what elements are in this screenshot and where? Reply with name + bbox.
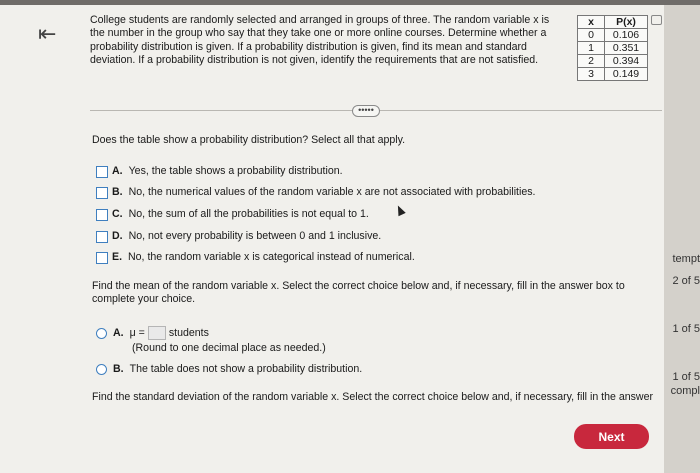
q2-option-a[interactable]	[96, 326, 209, 340]
q2-prompt: Find the mean of the random variable x. Select the correct choice below and, if necessary, fill in the answer box to complete your choice.	[92, 280, 625, 306]
q3-prompt: Find the standard deviation of the random variable x. Select the correct choice below and, if necessary, fill in the answer	[92, 391, 653, 403]
option-text: Yes, the table shows a probability distribution.	[128, 165, 343, 177]
probability-table	[577, 15, 648, 81]
table-row	[578, 42, 648, 55]
table-cell-x: 2	[578, 55, 605, 68]
mu-symbol: μ =	[129, 326, 145, 339]
table-cell-x: 0	[578, 29, 605, 42]
table-cell-x: 3	[578, 68, 605, 81]
back-icon[interactable]: ⇤	[38, 21, 57, 46]
mean-answer-box[interactable]	[148, 326, 166, 340]
q1-option-c[interactable]	[96, 208, 369, 221]
checkbox[interactable]	[96, 252, 108, 264]
q2-option-b[interactable]	[96, 363, 362, 376]
table-header-px: P(x)	[605, 16, 648, 29]
q1-option-b[interactable]	[96, 186, 536, 199]
option-letter: D.	[112, 230, 123, 242]
sidebar-score: 2 of 5	[672, 275, 700, 287]
expand-more-button[interactable]: •••••	[352, 105, 380, 117]
next-button[interactable]: Next	[574, 424, 649, 449]
round-note: (Round to one decimal place as needed.)	[132, 342, 326, 354]
option-text: The table does not show a probability distribution.	[129, 363, 363, 375]
q1-prompt: Does the table show a probability distribution? Select all that apply.	[92, 134, 406, 146]
sidebar-attempt: tempt	[672, 253, 700, 265]
option-letter: A.	[113, 326, 124, 339]
copy-icon[interactable]	[651, 15, 662, 25]
checkbox[interactable]	[96, 166, 108, 178]
option-text: No, not every probability is between 0 and 1 inclusive.	[128, 230, 382, 242]
option-letter: C.	[112, 208, 123, 220]
option-letter: E.	[112, 251, 123, 263]
option-text: No, the random variable x is categorical instead of numerical.	[128, 251, 415, 263]
table-header-row	[578, 16, 648, 29]
q1-option-d[interactable]	[96, 230, 381, 243]
option-letter: B.	[112, 186, 123, 198]
sidebar-score: 1 of 5	[672, 323, 700, 335]
table-cell-px: 0.106	[605, 29, 648, 42]
option-text: No, the numerical values of the random variable x are not associated with probabilities.	[128, 186, 536, 198]
table-cell-x: 1	[578, 42, 605, 55]
q1-option-a[interactable]	[96, 165, 343, 178]
right-sidebar	[664, 5, 700, 473]
table-row	[578, 29, 648, 42]
radio-button[interactable]	[96, 328, 107, 339]
problem-statement: College students are randomly selected and arranged in groups of three. The random variable x is the number in the group who say that they take one or more online courses. Determine whether a probability distribution is given. If a probability distribution is given, find its mean and standard deviation. If a probability distribution is not given, identify the requirements that are not satisfied.	[90, 14, 550, 67]
option-letter: A.	[112, 165, 123, 177]
option-letter: B.	[113, 363, 124, 375]
table-cell-px: 0.351	[605, 42, 648, 55]
table-header-x: x	[578, 16, 605, 29]
q1-option-e[interactable]	[96, 251, 415, 264]
checkbox[interactable]	[96, 231, 108, 243]
table-cell-px: 0.149	[605, 68, 648, 81]
sidebar-status: compl	[670, 385, 700, 397]
radio-button[interactable]	[96, 364, 107, 375]
checkbox[interactable]	[96, 187, 108, 199]
table-cell-px: 0.394	[605, 55, 648, 68]
option-text: No, the sum of all the probabilities is not equal to 1.	[128, 208, 369, 220]
sidebar-score: 1 of 5	[672, 371, 700, 383]
unit-label: students	[168, 326, 209, 339]
table-row	[578, 55, 648, 68]
table-row	[578, 68, 648, 81]
checkbox[interactable]	[96, 209, 108, 221]
